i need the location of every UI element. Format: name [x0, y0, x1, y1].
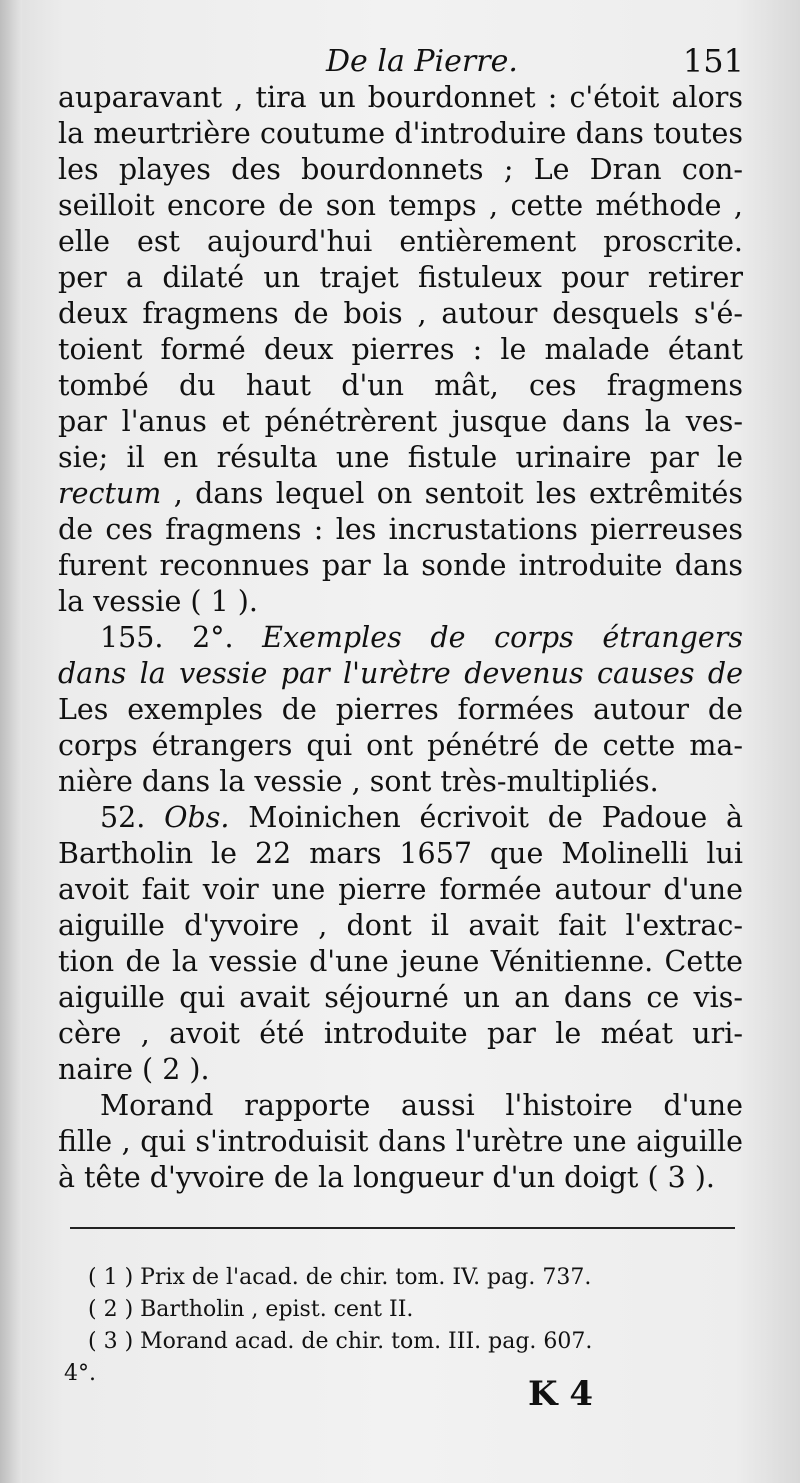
observation-text: Moinichen écrivoit de Padoue à — [229, 801, 743, 834]
text-line: cère , avoit été introduite par le méat uri- — [58, 1017, 743, 1050]
page-spine-shadow — [0, 0, 22, 1483]
text-line: Morand rapporte aussi l'histoire d'une — [100, 1089, 743, 1122]
text-line-rectum — [58, 476, 743, 512]
text-line: corps étrangers qui ont pénétré de cette ma- — [58, 729, 743, 762]
text-line: aiguille qui avait séjourné un an dans ce vis- — [58, 981, 743, 1014]
text-line: à tête d'yvoire de la longueur d'un doigt ( 3 ). — [58, 1161, 715, 1194]
text-line: les playes des bourdonnets ; Le Dran con- — [58, 153, 743, 186]
observation-label: Obs. — [164, 801, 230, 834]
body-text — [58, 80, 743, 1196]
rectum-line-rest: , dans lequel on sentoit les extrêmités — [161, 477, 743, 510]
text-line: la meurtrière coutume d'introduire dans toutes — [58, 117, 743, 150]
text-line: la vessie ( 1 ). — [58, 585, 258, 618]
text-line: elle est aujourd'hui entièrement proscrite. — [58, 225, 743, 258]
text-line: Les exemples de pierres formées autour de — [58, 693, 743, 726]
text-line: avoit fait voir une pierre formée autour d'une — [58, 873, 743, 906]
footnote-item: ( 1 ) Prix de l'acad. de chir. tom. IV. pag. 737. — [88, 1265, 592, 1290]
section-number: 155. 2°. — [100, 621, 234, 654]
text-line: tion de la vessie d'une jeune Vénitienne. Cette — [58, 945, 743, 978]
observation-line — [58, 800, 743, 836]
footnote-item: ( 2 ) Bartholin , epist. cent II. — [88, 1297, 414, 1322]
footnote-continuation: 4°. — [64, 1361, 96, 1386]
text-line: tombé du haut d'un mât, ces fragmens — [58, 369, 743, 402]
text-line: aiguille d'yvoire , dont il avait fait l'extrac- — [58, 909, 743, 942]
section-heading-line: dans la vessie par l'urètre devenus causes de — [58, 657, 743, 690]
rectum-word: rectum — [58, 477, 162, 510]
text-line: toient formé deux pierres : le malade étant — [58, 333, 743, 366]
page-number: 151 — [682, 42, 744, 80]
footnote-rule — [70, 1227, 735, 1229]
text-line: Bartholin le 22 mars 1657 que Molinelli lui — [58, 837, 743, 870]
text-line: per a dilaté un trajet fistuleux pour retirer — [58, 261, 743, 294]
text-line: nière dans la vessie , sont très-multipliés. — [58, 765, 659, 798]
text-line: de ces fragmens : les incrustations pierreuses — [58, 513, 743, 546]
running-title: De la Pierre. — [326, 44, 518, 79]
section-title-part1: Exemples de corps étrangers — [262, 621, 743, 654]
signature-mark: K 4 — [528, 1374, 594, 1414]
text-line: sie; il en résulta une fistule urinaire par le — [58, 441, 743, 474]
section-heading-line — [58, 620, 743, 656]
text-line: seilloit encore de son temps , cette méthode , — [58, 189, 743, 222]
text-line: par l'anus et pénétrèrent jusque dans la ves- — [58, 405, 743, 438]
footnotes — [64, 1262, 748, 1390]
text-line: deux fragmens de bois , autour desquels s'é- — [58, 297, 743, 330]
text-line: naire ( 2 ). — [58, 1053, 210, 1086]
footnote-item: ( 3 ) Morand acad. de chir. tom. III. pag. 607. — [88, 1329, 593, 1354]
text-line: furent reconnues par la sonde introduite dans — [58, 549, 743, 582]
text-line: fille , qui s'introduisit dans l'urètre une aiguille — [58, 1125, 743, 1158]
text-line: auparavant , tira un bourdonnet : c'étoit alors — [58, 81, 743, 114]
observation-number: 52. — [100, 801, 146, 834]
